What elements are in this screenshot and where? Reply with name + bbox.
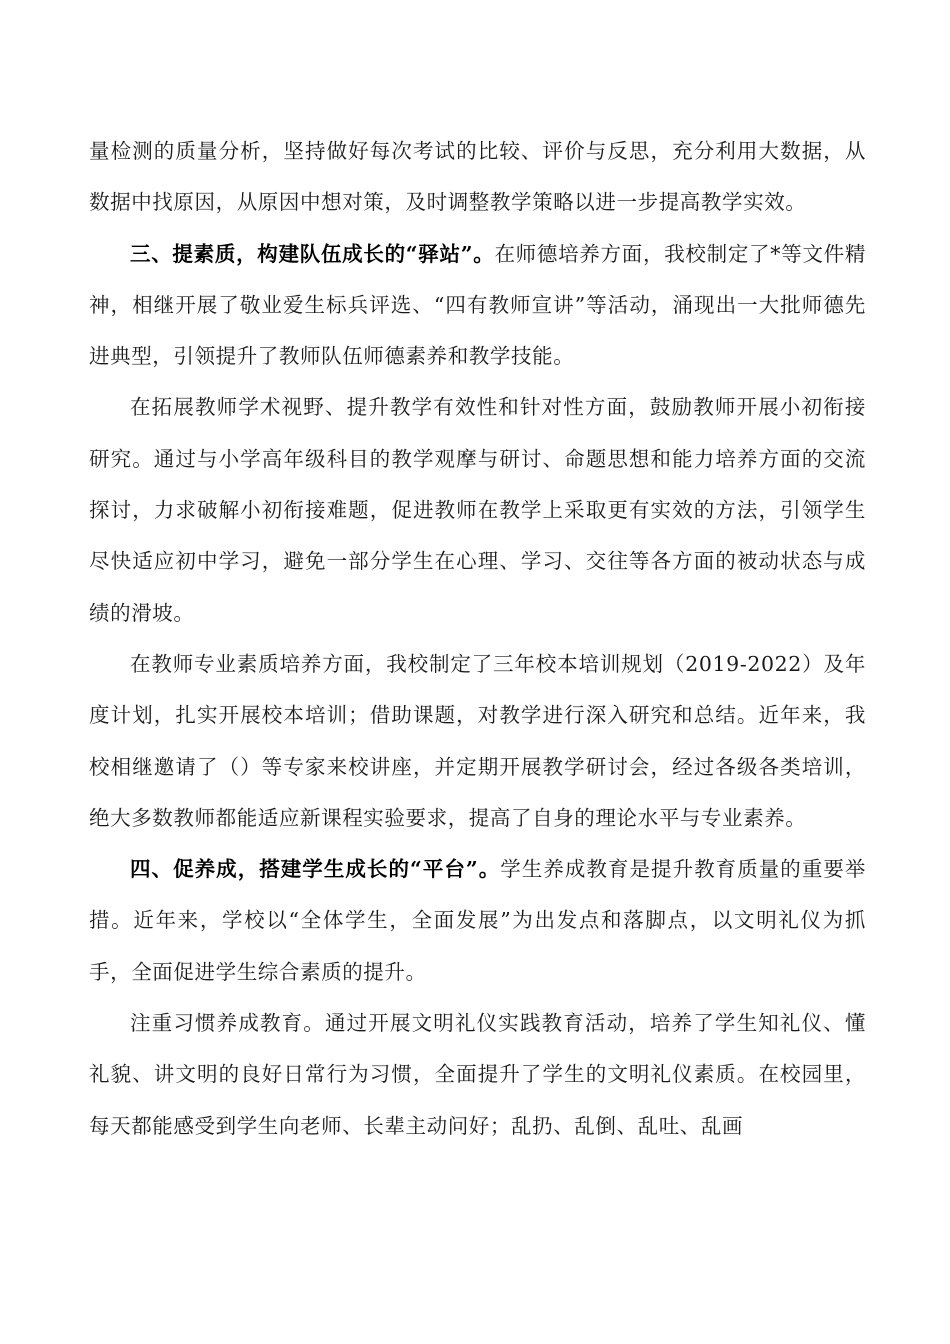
paragraph-2 xyxy=(89,229,866,383)
paragraph-text: 量检测的质量分析，坚持做好每次考试的比较、评价与反思，充分利用大数据，从数据中找原因，从原因中想对策，及时调整教学策略以进一步提高教学实效。 xyxy=(89,139,866,215)
paragraph-text: 在教师专业素质培养方面，我校制定了三年校本培训规划（2019-2022）及年度计划，扎实开展校本培训；借助课题，对教学进行深入研究和总结。近年来，我校相继邀请了（）等专家来校讲座，并定期开展教学研讨会，经过各级各类培训，绝大多数教师都能适应新课程实验要求，提高了自身的理论水平与专业素养。 xyxy=(89,651,866,830)
paragraph-text: 在拓展教师学术视野、提升教学有效性和针对性方面，鼓励教师开展小初衔接研究。通过与小学高年级科目的教学观摩与研讨、命题思想和能力培养方面的交流探讨，力求破解小初衔接难题，促进教师在教学上采取更有实效的方法，引领学生尽快适应初中学习，避免一部分学生在心理、学习、交往等各方面的被动状态与成绩的滑坡。 xyxy=(89,395,866,625)
paragraph-1 xyxy=(89,126,866,229)
paragraph-5 xyxy=(89,844,866,998)
document-body xyxy=(89,126,866,1152)
paragraph-4 xyxy=(89,639,866,844)
paragraph-text: 注重习惯养成教育。通过开展文明礼仪实践教育活动，培养了学生知礼仪、懂礼貌、讲文明的良好日常行为习惯，全面提升了学生的文明礼仪素质。在校园里，每天都能感受到学生向老师、长辈主动问好；乱扔、乱倒、乱吐、乱画 xyxy=(89,1011,866,1138)
section-heading-3: 三、提素质，构建队伍成长的“驿站”。 xyxy=(130,241,495,266)
paragraph-text: 在师德培养方面，我校制定了*等文件精神，相继开展了敬业爱生标兵评选、“四有教师宣讲”等活动，涌现出一大批师德先进典型，引领提升了教师队伍师德素养和教学技能。 xyxy=(89,241,866,369)
paragraph-text: 学生养成教育是提升教育质量的重要举措。近年来，学校以“全体学生，全面发展”为出发点和落脚点，以文明礼仪为抓手，全面促进学生综合素质的提升。 xyxy=(89,857,866,984)
paragraph-6 xyxy=(89,998,866,1152)
section-heading-4: 四、促养成，搭建学生成长的“平台”。 xyxy=(130,857,501,882)
paragraph-3 xyxy=(89,382,866,638)
